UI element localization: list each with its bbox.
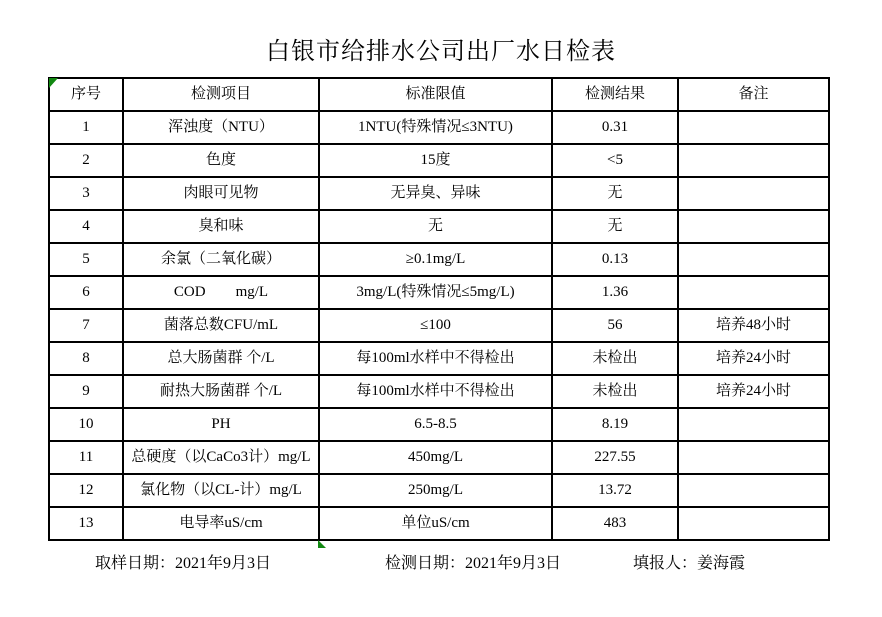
row-number-cell: 10	[49, 408, 123, 441]
column-header: 检测结果	[552, 78, 678, 111]
table-row	[49, 507, 829, 540]
row-number-cell: 7	[49, 309, 123, 342]
table-row	[49, 441, 829, 474]
remark-cell	[678, 243, 829, 276]
result-cell: 0.31	[552, 111, 678, 144]
page-title: 白银市给排水公司出厂水日检表	[266, 39, 616, 65]
limit-cell: 每100ml水样中不得检出	[319, 375, 552, 408]
item-cell: 肉眼可见物	[123, 177, 319, 210]
row-number-cell: 6	[49, 276, 123, 309]
table-row	[49, 210, 829, 243]
row-number-cell: 4	[49, 210, 123, 243]
remark-cell: 培养24小时	[678, 342, 829, 375]
limit-cell: ≥0.1mg/L	[319, 243, 552, 276]
limit-cell: 无	[319, 210, 552, 243]
item-cell: 电导率uS/cm	[123, 507, 319, 540]
table-row	[49, 375, 829, 408]
table-row	[49, 474, 829, 507]
item-cell: PH	[123, 408, 319, 441]
table-row	[49, 144, 829, 177]
result-cell: 无	[552, 177, 678, 210]
result-cell: 8.19	[552, 408, 678, 441]
row-number-cell: 5	[49, 243, 123, 276]
row-number-cell: 9	[49, 375, 123, 408]
remark-cell	[678, 276, 829, 309]
table-row	[49, 342, 829, 375]
table-row	[49, 408, 829, 441]
result-cell: 1.36	[552, 276, 678, 309]
row-number-cell: 13	[49, 507, 123, 540]
result-cell: <5	[552, 144, 678, 177]
item-cell: 浑浊度（NTU）	[123, 111, 319, 144]
remark-cell	[678, 408, 829, 441]
limit-cell: 无异臭、异味	[319, 177, 552, 210]
item-cell: 色度	[123, 144, 319, 177]
result-cell: 483	[552, 507, 678, 540]
column-header: 标准限值	[319, 78, 552, 111]
item-cell: 臭和味	[123, 210, 319, 243]
column-header: 检测项目	[123, 78, 319, 111]
table-row	[49, 177, 829, 210]
limit-cell: 3mg/L(特殊情况≤5mg/L)	[319, 276, 552, 309]
remark-cell	[678, 111, 829, 144]
item-cell: 菌落总数CFU/mL	[123, 309, 319, 342]
test-date-label: 检测日期：2021年9月3日	[385, 555, 562, 572]
table-row	[49, 276, 829, 309]
row-number-cell: 3	[49, 177, 123, 210]
limit-cell: 单位uS/cm	[319, 507, 552, 540]
remark-cell	[678, 507, 829, 540]
limit-cell: 15度	[319, 144, 552, 177]
remark-cell	[678, 177, 829, 210]
item-cell: 氯化物（以CL-计）mg/L	[123, 474, 319, 507]
remark-cell	[678, 441, 829, 474]
limit-cell: 450mg/L	[319, 441, 552, 474]
item-cell: COD mg/L	[123, 276, 319, 309]
limit-cell: ≤100	[319, 309, 552, 342]
limit-cell: 每100ml水样中不得检出	[319, 342, 552, 375]
excel-bottom-marker-icon	[318, 540, 326, 548]
result-cell: 0.13	[552, 243, 678, 276]
item-cell: 耐热大肠菌群 个/L	[123, 375, 319, 408]
header-row	[49, 78, 829, 111]
table-body	[49, 111, 829, 540]
table-row	[49, 111, 829, 144]
result-cell: 未检出	[552, 375, 678, 408]
remark-cell	[678, 210, 829, 243]
remark-cell	[678, 474, 829, 507]
result-cell: 13.72	[552, 474, 678, 507]
limit-cell: 1NTU(特殊情况≤3NTU)	[319, 111, 552, 144]
limit-cell: 6.5-8.5	[319, 408, 552, 441]
column-header: 备注	[678, 78, 829, 111]
remark-cell: 培养24小时	[678, 375, 829, 408]
result-cell: 未检出	[552, 342, 678, 375]
limit-cell: 250mg/L	[319, 474, 552, 507]
item-cell: 余氯（二氧化碳）	[123, 243, 319, 276]
table-row	[49, 243, 829, 276]
item-cell: 总硬度（以CaCo3计）mg/L	[123, 441, 319, 474]
sampling-date-label: 取样日期：2021年9月3日	[95, 555, 272, 572]
result-cell: 56	[552, 309, 678, 342]
result-cell: 无	[552, 210, 678, 243]
row-number-cell: 12	[49, 474, 123, 507]
footer	[0, 550, 882, 574]
daily-inspection-table	[48, 77, 830, 541]
table-row	[49, 309, 829, 342]
row-number-cell: 1	[49, 111, 123, 144]
remark-cell	[678, 144, 829, 177]
remark-cell: 培养48小时	[678, 309, 829, 342]
item-cell: 总大肠菌群 个/L	[123, 342, 319, 375]
row-number-cell: 8	[49, 342, 123, 375]
result-cell: 227.55	[552, 441, 678, 474]
column-header: 序号	[49, 78, 123, 111]
reporter-label: 填报人：姜海霞	[633, 555, 746, 572]
row-number-cell: 2	[49, 144, 123, 177]
row-number-cell: 11	[49, 441, 123, 474]
